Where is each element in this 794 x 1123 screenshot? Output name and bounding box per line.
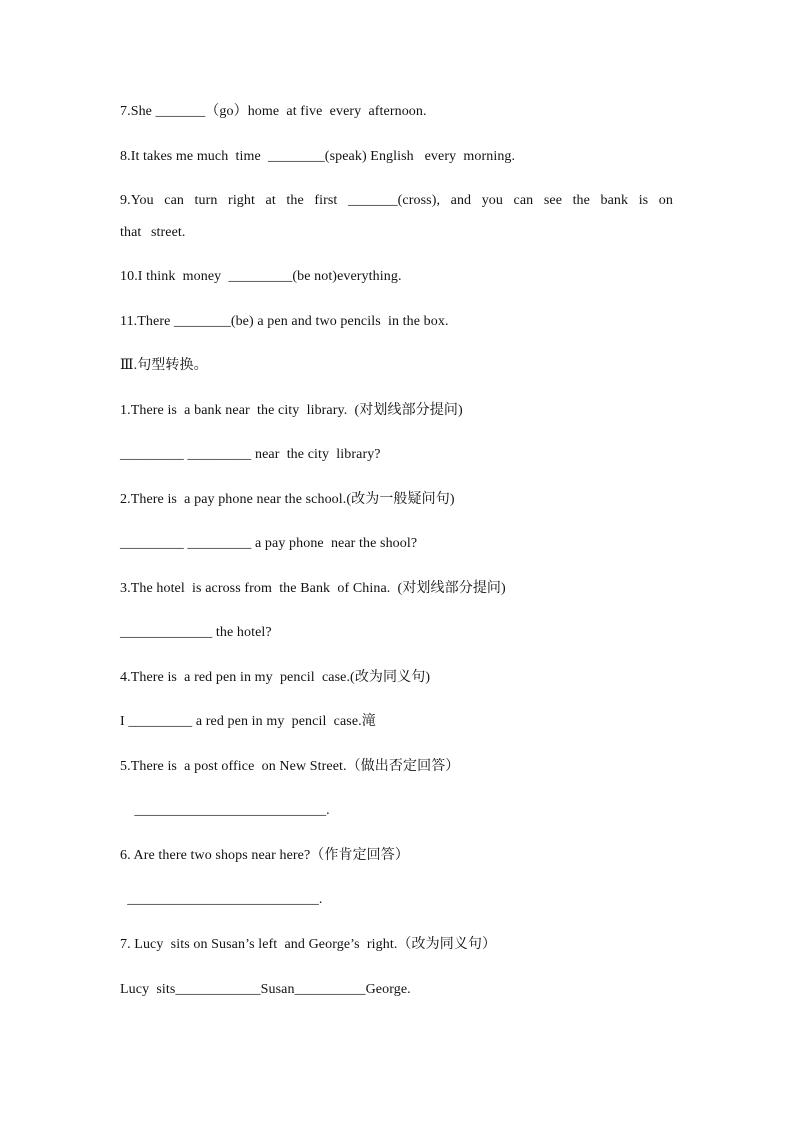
transform-2-prompt: 2.There is a pay phone near the school.(改为一般疑问句) [120, 492, 455, 507]
transform-1-prompt: 1.There is a bank near the city library. (对划线部分提问) [120, 403, 463, 418]
transform-5-answer: ___________________________. [120, 803, 330, 818]
transform-4-answer: I _________ a red pen in my pencil case.滝 [120, 714, 376, 729]
transform-5-prompt: 5.There is a post office on New Street.（做出否定回答） [120, 759, 460, 774]
question-8-speak: 8.It takes me much time ________(speak) English every morning. [120, 149, 516, 164]
transform-7-prompt: 7. Lucy sits on Susan’s left and George’s right.（改为同义句） [120, 937, 497, 952]
question-9-cross: 9.You can turn right at the first _______(cross), and you can see the bank is on that street. [120, 193, 673, 240]
transform-6-answer: ___________________________. [120, 892, 323, 907]
transform-6-prompt: 6. Are there two shops near here?（作肯定回答） [120, 848, 409, 863]
transform-1-answer: _________ _________ near the city library? [120, 447, 381, 462]
transform-4-prompt: 4.There is a red pen in my pencil case.(改为同义句) [120, 670, 431, 685]
question-10-be-not: 10.I think money _________(be not)everything. [120, 269, 402, 284]
transform-2-answer: _________ _________ a pay phone near the shool? [120, 536, 418, 551]
transform-7-answer: Lucy sits____________Susan__________George. [120, 982, 411, 997]
section-heading-sentence-transformation: Ⅲ.句型转换。 [120, 358, 208, 373]
transform-3-prompt: 3.The hotel is across from the Bank of China. (对划线部分提问) [120, 581, 506, 596]
question-11-be: 11.There ________(be) a pen and two pencils in the box. [120, 314, 449, 329]
question-7-go: 7.She _______（go）home at five every afternoon. [120, 104, 427, 119]
transform-3-answer: _____________ the hotel? [120, 625, 272, 640]
